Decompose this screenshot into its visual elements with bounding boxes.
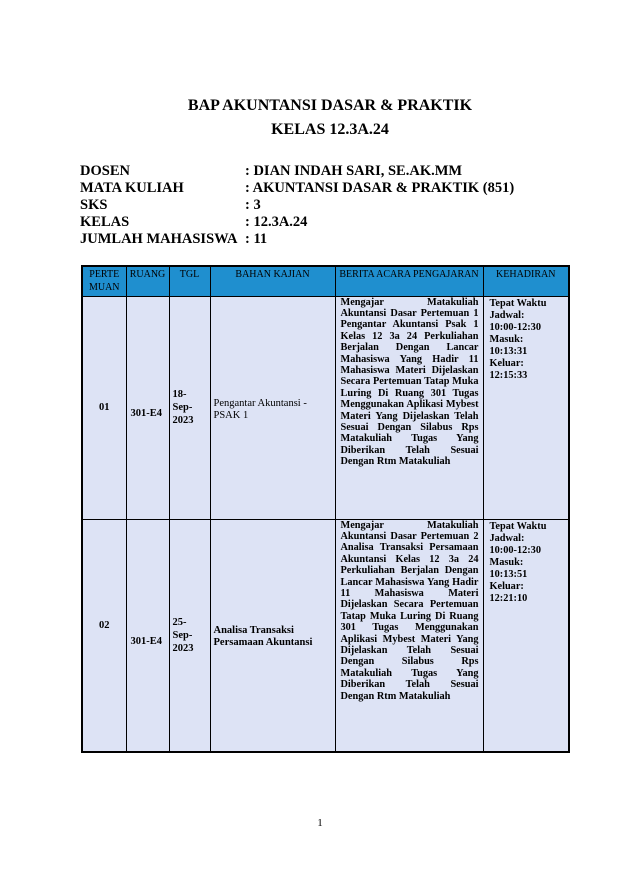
cell-bahan-kajian: Pengantar Akuntansi - PSAK 1 <box>210 296 335 519</box>
info-value: : 11 <box>245 231 268 247</box>
info-label: SKS <box>80 197 108 213</box>
info-value: : DIAN INDAH SARI, SE.AK.MM <box>245 163 463 179</box>
info-value: : AKUNTANSI DASAR & PRAKTIK (851) <box>245 180 515 196</box>
info-row-jumlah-mahasiswa <box>80 231 514 248</box>
header-kehadiran: KEHADIRAN <box>483 266 569 296</box>
cell-pertemuan: 01 <box>82 296 126 519</box>
cell-ruang: 301-E4 <box>126 296 169 519</box>
cell-tgl: 25- Sep- 2023 <box>169 519 210 752</box>
info-value: : 12.3A.24 <box>245 214 308 230</box>
info-row-sks <box>80 197 514 214</box>
header-berita-acara: BERITA ACARA PENGAJARAN <box>335 266 483 296</box>
cell-kehadiran: Tepat Waktu Jadwal: 10:00-12:30 Masuk: 10:13:31 Keluar: 12:15:33 <box>483 296 569 519</box>
cell-tgl: 18- Sep- 2023 <box>169 296 210 519</box>
bap-table <box>81 265 570 753</box>
table-row <box>82 296 569 519</box>
info-label: DOSEN <box>80 163 130 179</box>
cell-berita-acara: Mengajar Matakuliah Akuntansi Dasar Pertemuan 2 Analisa Transaksi Persamaan Akuntansi Kelas 12 3a 24 Perkuliahan Berjalan Dengan Lancar Mahasiswa Yang Hadir 11 Mahasiswa Materi Dijelaskan Secara Pertemuan Tatap Muka Luring Di Ruang 301 Tugas Menggunakan Aplikasi Mybest Materi Yang Dijelaskan Telah Sesuai Dengan Silabus Rps Matakuliah Tugas Yang Diberikan Telah Sesuai Dengan Rtm Matakuliah <box>335 519 483 752</box>
info-label: KELAS <box>80 214 130 230</box>
course-info <box>80 163 514 248</box>
info-row-dosen <box>80 163 514 180</box>
header-pertemuan: PERTE MUAN <box>82 266 126 296</box>
table-header-row <box>82 266 569 296</box>
cell-kehadiran: Tepat Waktu Jadwal: 10:00-12:30 Masuk: 10:13:51 Keluar: 12:21:10 <box>483 519 569 752</box>
cell-ruang: 301-E4 <box>126 519 169 752</box>
cell-berita-acara: Mengajar Matakuliah Akuntansi Dasar Pertemuan 1 Pengantar Akuntansi Psak 1 Kelas 12 3a 24 Perkuliahan Berjalan Dengan Lancar Mahasiswa Yang Hadir 11 Mahasiswa Materi Dijelaskan Secara Pertemuan Tatap Muka Luring Di Ruang 301 Tugas Menggunakan Aplikasi Mybest Materi Yang Dijelaskan Telah Sesuai Dengan Silabus Rps Matakuliah Tugas Yang Diberikan Telah Sesuai Dengan Rtm Matakuliah <box>335 296 483 519</box>
document-subtitle: KELAS 12.3A.24 <box>271 121 389 138</box>
cell-pertemuan: 02 <box>82 519 126 752</box>
document-title: BAP AKUNTANSI DASAR & PRAKTIK <box>187 97 473 114</box>
info-value: : 3 <box>245 197 261 213</box>
table-row <box>82 519 569 752</box>
header-ruang: RUANG <box>126 266 169 296</box>
info-label: MATA KULIAH <box>80 180 184 196</box>
page-number: 1 <box>317 817 323 829</box>
header-bahan-kajian: BAHAN KAJIAN <box>210 266 335 296</box>
header-tgl: TGL <box>169 266 210 296</box>
info-row-kelas <box>80 214 514 231</box>
info-row-mata-kuliah <box>80 180 514 197</box>
info-label: JUMLAH MAHASISWA <box>80 231 238 247</box>
cell-bahan-kajian: Analisa Transaksi Persamaan Akuntansi <box>210 519 335 752</box>
